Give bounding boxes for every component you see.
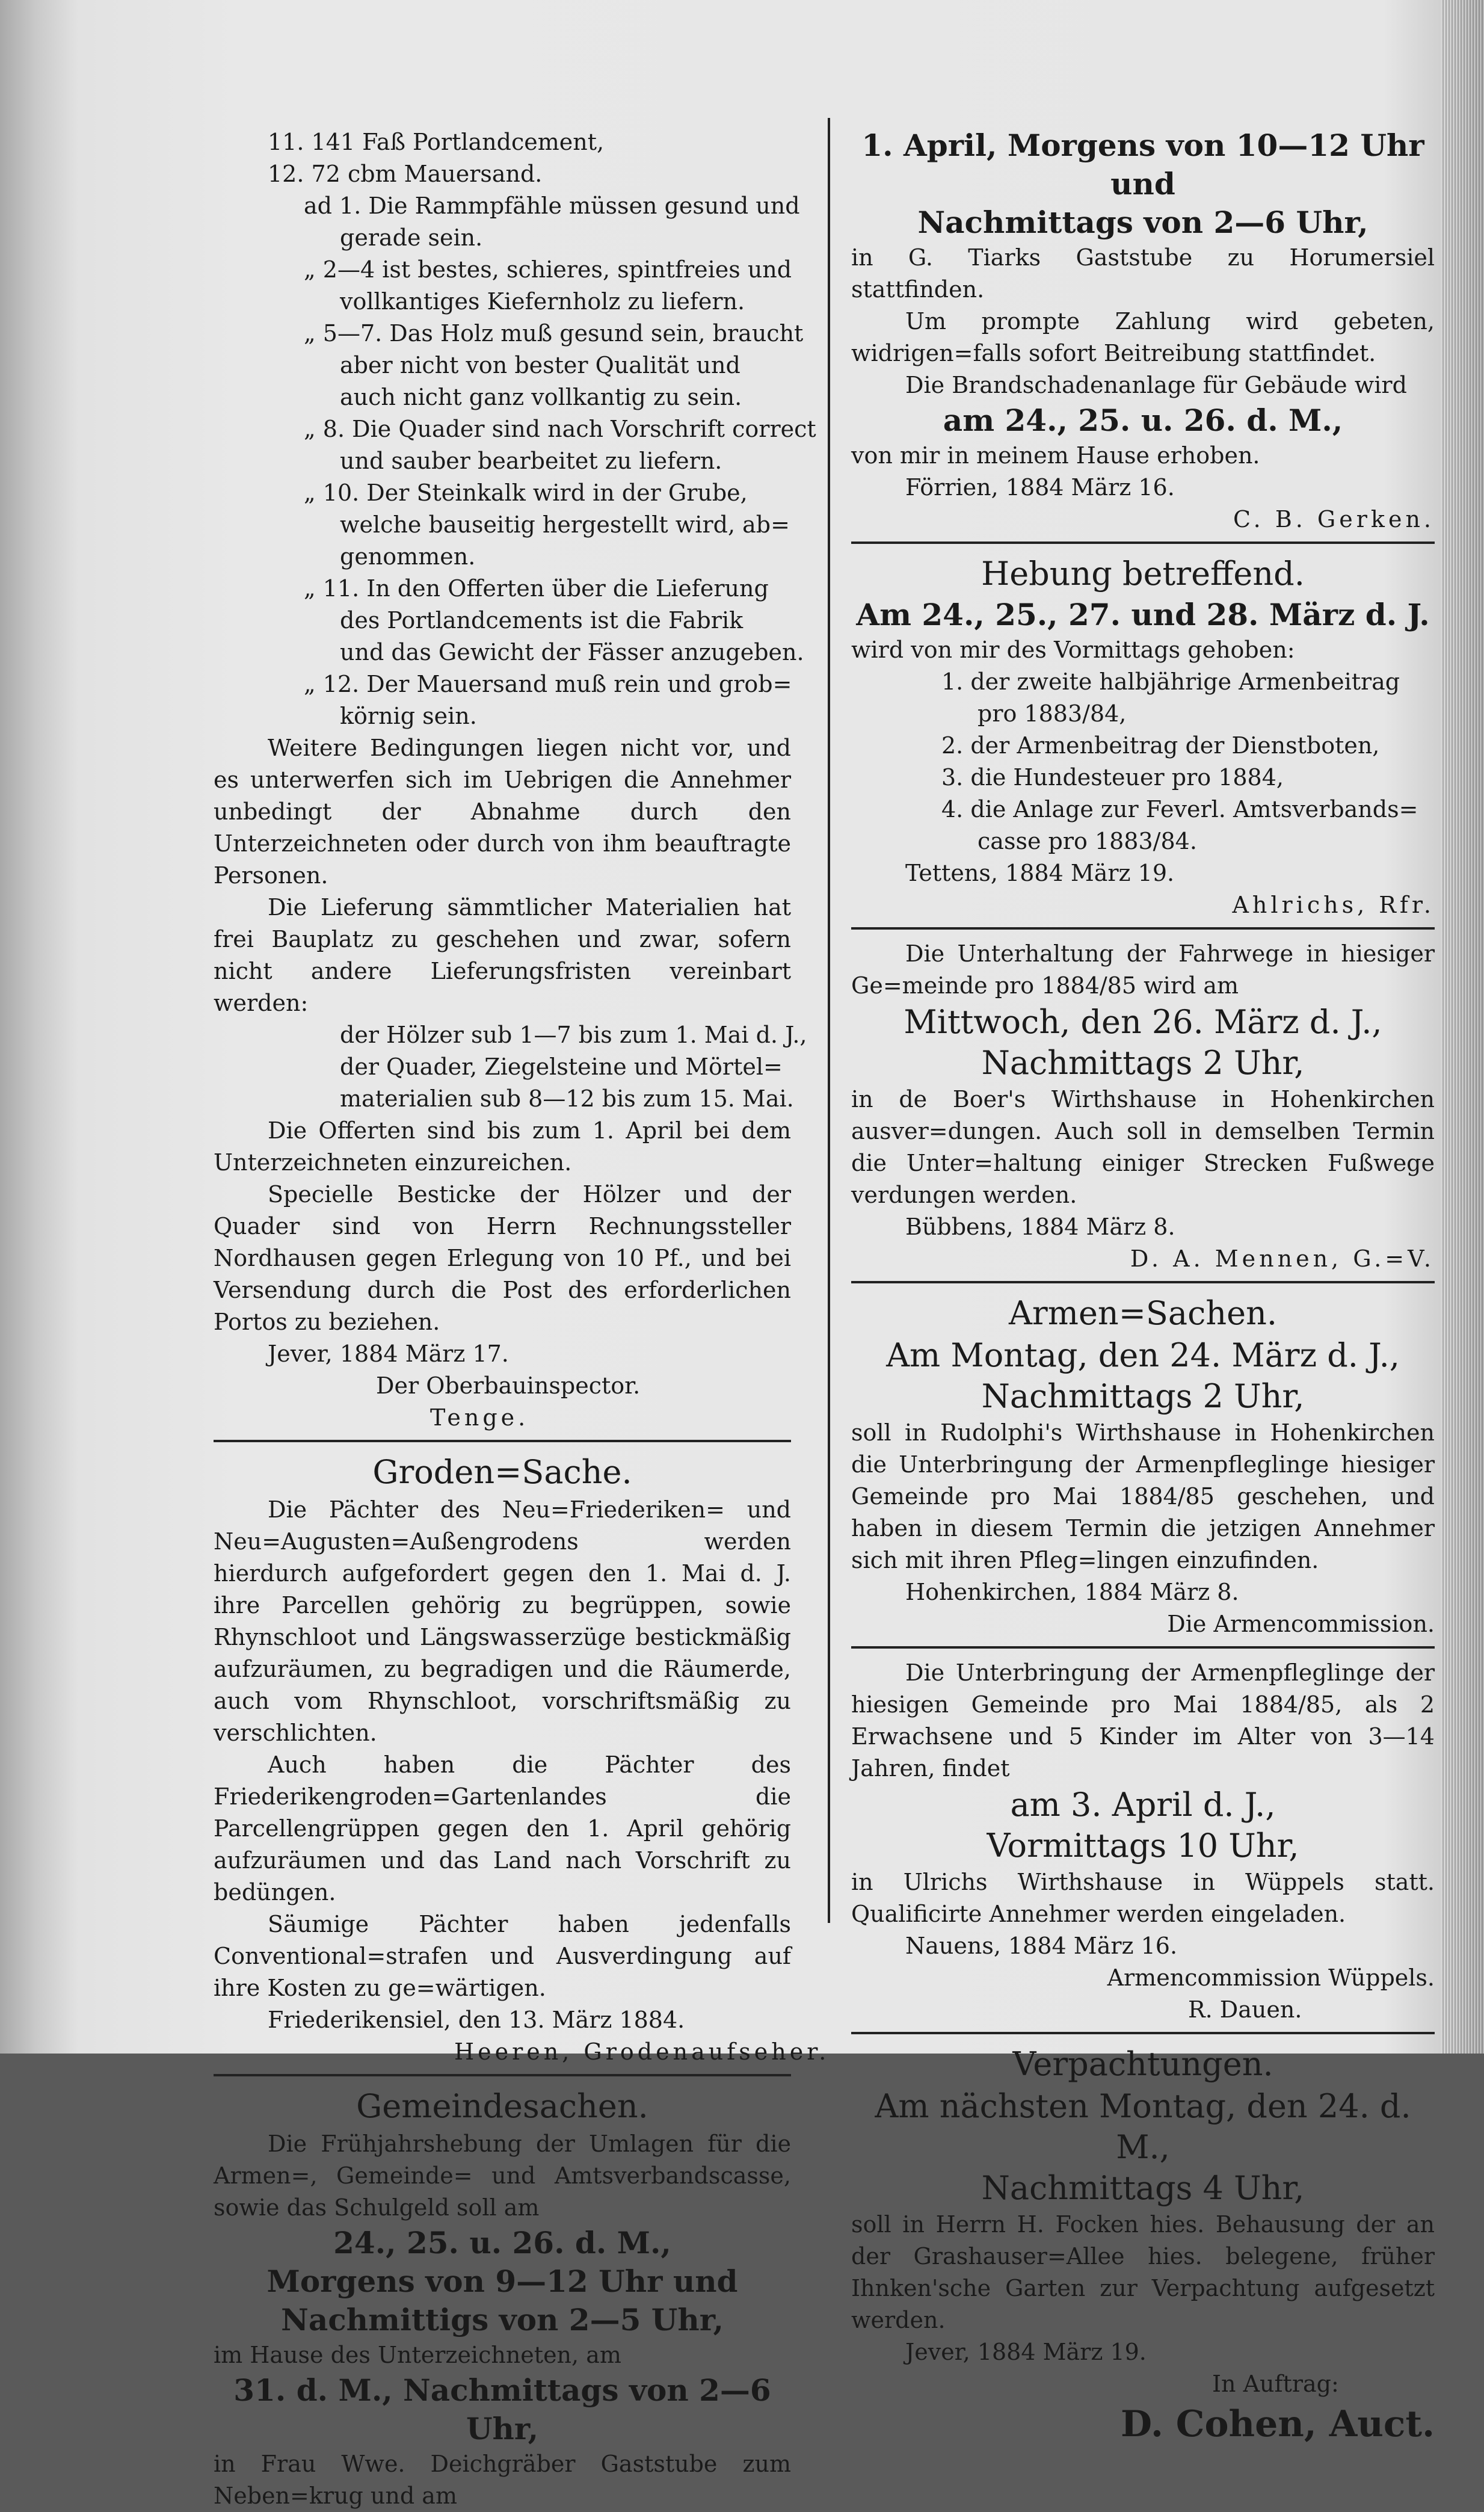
- column-divider: [828, 118, 830, 1923]
- date-highlight: 31. d. M., Nachmittags von 2—6 Uhr,: [233, 2372, 771, 2446]
- paragraph: soll in Herrn H. Focken hies. Behausung der an der Grashauser=Allee hies. belegene, früher Ihnken'sche Garten zur Verpachtung aufgesetzt werden.: [851, 2211, 1435, 2333]
- signature: Die Armencommission.: [1167, 1611, 1435, 1637]
- paragraph: von mir in meinem Hause erhoben.: [851, 442, 1260, 469]
- paragraph: Specielle Besticke der Hölzer und der Quader sind von Herrn Rechnungssteller Nordhausen gegen Erlegung von 10 Pf., und bei Versendung durch die Post des erforderlichen Portos zu beziehen.: [214, 1181, 791, 1335]
- section-heading: Verpachtungen.: [1012, 2045, 1273, 2083]
- signature: Tenge.: [430, 1404, 529, 1431]
- delivery-line: der Quader, Ziegelsteine und Mörtel=: [340, 1054, 783, 1080]
- date-highlight: 24., 25. u. 26. d. M.,: [333, 2225, 671, 2260]
- date-highlight: Nachmittigs von 2—5 Uhr,: [281, 2302, 724, 2338]
- date-highlight: Nachmittags 4 Uhr,: [981, 2169, 1305, 2207]
- place-date: Friederikensiel, den 13. März 1884.: [268, 2007, 685, 2033]
- section-rule: [851, 1646, 1435, 1649]
- paragraph: Die Brandschadenanlage für Gebäude wird: [905, 372, 1407, 398]
- section-heading: Armen=Sachen.: [1008, 1294, 1278, 1332]
- signature: Ahlrichs, Rfr.: [1232, 892, 1435, 918]
- condition-line: auch nicht ganz vollkantig zu sein.: [340, 384, 742, 410]
- condition-line: des Portlandcements ist die Fabrik: [340, 607, 744, 634]
- condition-line: welche bauseitig hergestellt wird, ab=: [340, 511, 790, 538]
- paragraph: Säumige Pächter haben jedenfalls Conventional=strafen und Ausverdingung auf ihre Kosten zu ge=wärtigen.: [214, 1911, 791, 2001]
- date-highlight: Am nächsten Montag, den 24. d. M.,: [875, 2087, 1411, 2166]
- signature: D. Cohen, Auct.: [1121, 2403, 1435, 2445]
- date-highlight: Nachmittags 2 Uhr,: [981, 1377, 1305, 1415]
- paragraph: Die Unterhaltung der Fahrwege in hiesiger Ge=meinde pro 1884/85 wird am: [851, 940, 1435, 999]
- paragraph: wird von mir des Vormittags gehoben:: [851, 637, 1295, 663]
- section-rule: [851, 1281, 1435, 1283]
- list-item: 4. die Anlage zur Feverl. Amtsverbands=: [941, 796, 1418, 822]
- place-date: Nauens, 1884 März 16.: [905, 1933, 1178, 1959]
- list-item: 1. der zweite halbjährige Armenbeitrag: [941, 668, 1400, 695]
- date-highlight: Mittwoch, den 26. März d. J.,: [904, 1003, 1382, 1041]
- condition-line: „ 12. Der Mauersand muß rein und grob=: [304, 671, 792, 697]
- place-date: Tettens, 1884 März 19.: [905, 860, 1175, 886]
- left-column: [214, 126, 830, 2512]
- paragraph: im Hause des Unterzeichneten, am: [214, 2342, 621, 2368]
- date-highlight: Am Montag, den 24. März d. J.,: [886, 1336, 1400, 1374]
- list-item: casse pro 1883/84.: [978, 828, 1197, 854]
- signature: Armencommission Wüppels.: [1107, 1964, 1435, 1991]
- paragraph: in Ulrichs Wirthshause in Wüppels statt. Qualificirte Annehmer werden eingeladen.: [851, 1869, 1435, 1927]
- paragraph: Um prompte Zahlung wird gebeten, widrigen=falls sofort Beitreibung stattfindet.: [851, 308, 1435, 366]
- section-rule: [851, 2032, 1435, 2034]
- list-item: 11. 141 Faß Portlandcement,: [268, 129, 605, 155]
- list-item: 3. die Hundesteuer pro 1884,: [941, 764, 1284, 791]
- condition-line: „ 8. Die Quader sind nach Vorschrift correct: [304, 416, 816, 442]
- condition-line: ad 1. Die Rammpfähle müssen gesund und: [304, 193, 800, 219]
- section-heading: Gemeindesachen.: [356, 2087, 648, 2125]
- paragraph: Die Lieferung sämmtlicher Materialien hat frei Bauplatz zu geschehen und zwar, sofern nicht andere Lieferungsfristen vereinbart werden:: [214, 894, 791, 1016]
- section-rule: [214, 2074, 791, 2076]
- date-highlight: 1. April, Morgens von 10—12 Uhr und: [861, 128, 1424, 202]
- condition-line: und das Gewicht der Fässer anzugeben.: [340, 639, 804, 665]
- signature: Heeren, Grodenaufseher.: [454, 2038, 830, 2065]
- place-date: Bübbens, 1884 März 8.: [905, 1214, 1175, 1240]
- section-rule: [214, 1440, 791, 1442]
- condition-line: genommen.: [340, 543, 476, 570]
- date-highlight: Am 24., 25., 27. und 28. März d. J.: [856, 597, 1430, 632]
- signature: In Auftrag:: [1212, 2371, 1339, 2397]
- condition-line: „ 2—4 ist bestes, schieres, spintfreies und: [304, 256, 792, 283]
- condition-line: und sauber bearbeitet zu liefern.: [340, 448, 722, 474]
- signature: D. A. Mennen, G.=V.: [1130, 1245, 1435, 1272]
- date-highlight: am 3. April d. J.,: [1010, 1786, 1276, 1824]
- condition-line: vollkantiges Kiefernholz zu liefern.: [340, 288, 745, 315]
- date-highlight: Vormittags 10 Uhr,: [987, 1827, 1299, 1865]
- place-date: Förrien, 1884 März 16.: [905, 474, 1175, 501]
- office-title: Der Oberbauinspector.: [376, 1372, 641, 1399]
- paragraph: soll in Rudolphi's Wirthshause in Hohenkirchen die Unterbringung der Armenpfleglinge hiesiger Gemeinde pro Mai 1884/85 geschehen, und haben in diesem Termin die jetzigen Annehmer sich mit ihren Pfleg=lingen einzufinden.: [851, 1419, 1435, 1573]
- paragraph: Die Pächter des Neu=Friederiken= und Neu=Augusten=Außengrodens werden hierdurch aufgefordert gegen den 1. Mai d. J. ihre Parcellen gehörig zu begrüppen, sowie Rhynschloot und Längswasserzüge bestickmäßig aufzuräumen, zu begradigen und die Räumerde, auch vom Rhynschloot, vorschriftsmäßig zu verschlichten.: [214, 1496, 791, 1746]
- list-item: 12. 72 cbm Mauersand.: [268, 161, 543, 187]
- list-item: pro 1883/84,: [978, 700, 1127, 727]
- condition-line: „ 11. In den Offerten über die Lieferung: [304, 575, 769, 602]
- place-date: Jever, 1884 März 17.: [268, 1341, 509, 1367]
- condition-line: körnig sein.: [340, 703, 477, 729]
- place-date: Hohenkirchen, 1884 März 8.: [905, 1579, 1239, 1605]
- signature: R. Dauen.: [1188, 1996, 1302, 2023]
- date-highlight: Nachmittags 2 Uhr,: [981, 1044, 1305, 1082]
- section-rule: [851, 927, 1435, 930]
- list-item: 2. der Armenbeitrag der Dienstboten,: [941, 732, 1380, 759]
- section-rule: [851, 542, 1435, 544]
- conditions-list: [214, 190, 816, 732]
- delivery-line: materialien sub 8—12 bis zum 15. Mai.: [340, 1085, 794, 1112]
- condition-line: aber nicht von bester Qualität und: [340, 352, 740, 378]
- condition-line: gerade sein.: [340, 224, 483, 251]
- right-column: [851, 126, 1435, 2448]
- date-highlight: am 24., 25. u. 26. d. M.,: [943, 403, 1343, 438]
- section-heading: Hebung betreffend.: [981, 555, 1305, 593]
- condition-line: „ 5—7. Das Holz muß gesund sein, braucht: [304, 320, 804, 347]
- section-heading: Groden=Sache.: [372, 1453, 632, 1491]
- paragraph: Weitere Bedingungen liegen nicht vor, und es unterwerfen sich im Uebrigen die Annehmer unbedingt der Abnahme durch den Unterzeichneten oder durch von ihm beauftragte Personen.: [214, 735, 791, 889]
- paragraph: Die Frühjahrshebung der Umlagen für die Armen=, Gemeinde= und Amtsverbandscasse, sowie das Schulgeld soll am: [214, 2131, 791, 2221]
- date-highlight: Nachmittags von 2—6 Uhr,: [917, 205, 1369, 240]
- paragraph: in de Boer's Wirthshause in Hohenkirchen ausver=dungen. Auch soll in demselben Termin die Unter=haltung einiger Strecken Fußwege verdungen werden.: [851, 1086, 1435, 1208]
- paragraph: Die Unterbringung der Armenpfleglinge der hiesigen Gemeinde pro Mai 1884/85, als 2 Erwachsene und 5 Kinder im Alter von 3—14 Jahren, findet: [851, 1659, 1435, 1782]
- delivery-line: der Hölzer sub 1—7 bis zum 1. Mai d. J.,: [340, 1022, 807, 1048]
- place-date: Jever, 1884 März 19.: [905, 2339, 1147, 2365]
- paragraph: in G. Tiarks Gaststube zu Horumersiel stattfinden.: [851, 244, 1435, 303]
- paragraph: in Frau Wwe. Deichgräber Gaststube zum Neben=krug und am: [214, 2451, 791, 2509]
- date-highlight: Morgens von 9—12 Uhr und: [266, 2264, 738, 2299]
- condition-line: „ 10. Der Steinkalk wird in der Grube,: [304, 480, 748, 506]
- paragraph: Die Offerten sind bis zum 1. April bei dem Unterzeichneten einzureichen.: [214, 1117, 791, 1176]
- signature: C. B. Gerken.: [1233, 506, 1435, 532]
- page-stack-edge: [1441, 0, 1484, 2054]
- paragraph: Auch haben die Pächter des Friederikengroden=Gartenlandes die Parcellengrüppen gegen den 1. April gehörig aufzuräumen und das Land nach Vorschrift zu bedüngen.: [214, 1751, 791, 1906]
